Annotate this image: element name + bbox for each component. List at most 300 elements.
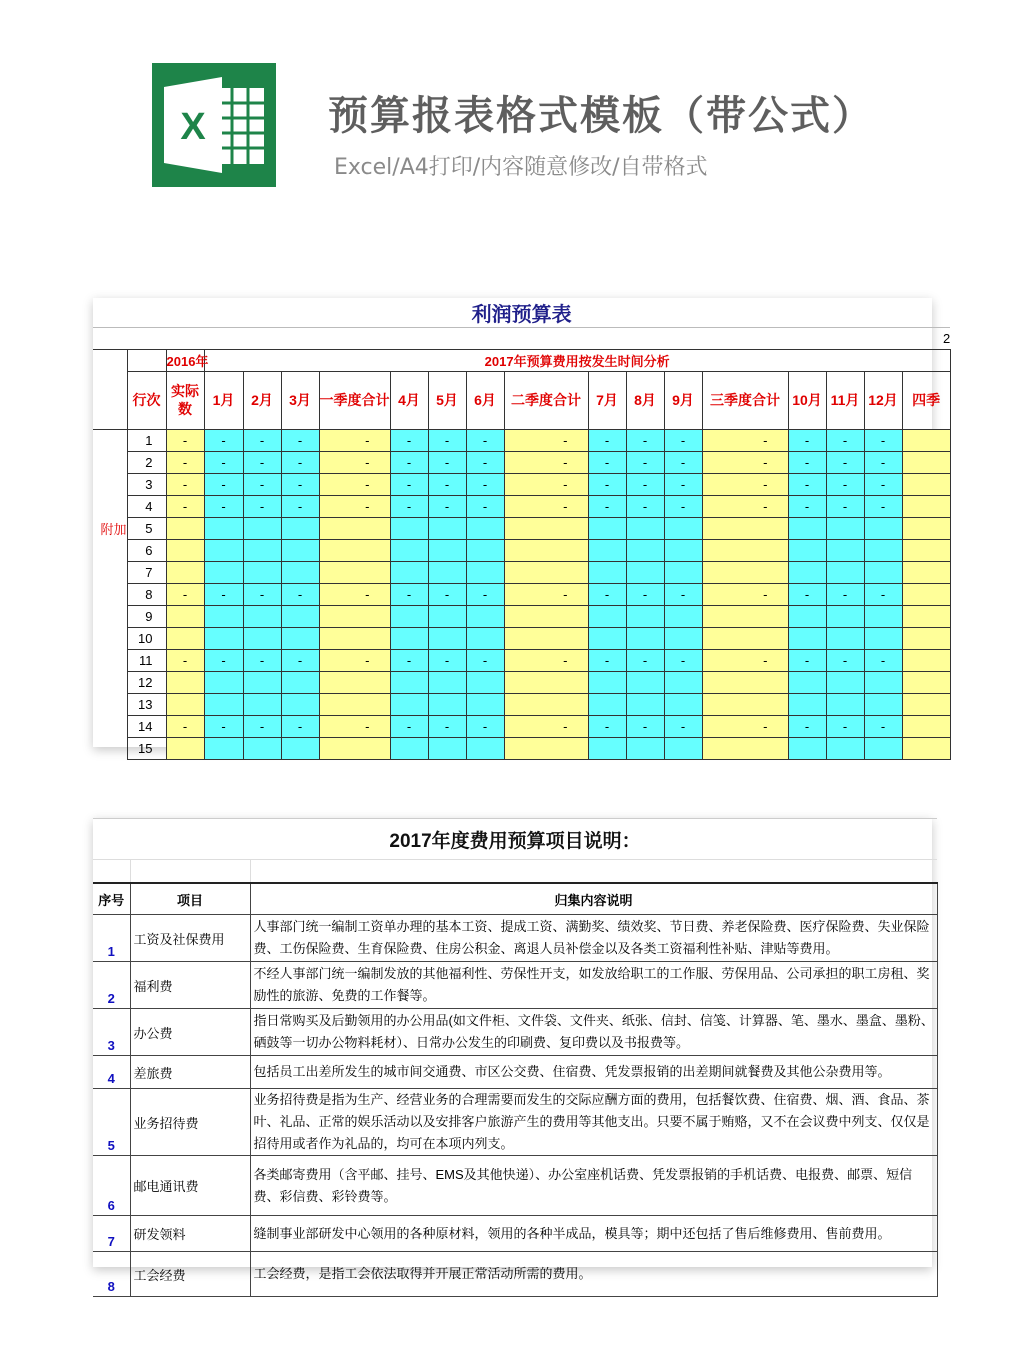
budget-cell[interactable]: - (864, 715, 902, 737)
budget-cell[interactable] (166, 517, 204, 539)
budget-cell[interactable]: - (702, 649, 788, 671)
budget-cell[interactable] (588, 539, 626, 561)
budget-cell[interactable] (664, 539, 702, 561)
budget-cell[interactable] (390, 671, 428, 693)
budget-cell[interactable]: - (588, 451, 626, 473)
budget-cell[interactable] (204, 627, 243, 649)
budget-cell[interactable]: - (788, 429, 826, 451)
budget-cell[interactable]: - (166, 473, 204, 495)
budget-cell[interactable] (166, 737, 204, 759)
budget-cell[interactable] (319, 605, 390, 627)
budget-cell[interactable] (626, 693, 664, 715)
budget-cell[interactable] (281, 671, 319, 693)
budget-cell[interactable]: - (466, 649, 504, 671)
budget-cell[interactable] (428, 517, 466, 539)
budget-cell[interactable]: - (390, 495, 428, 517)
budget-cell[interactable] (390, 693, 428, 715)
budget-cell[interactable]: - (788, 495, 826, 517)
budget-cell[interactable] (626, 737, 664, 759)
budget-cell[interactable] (902, 715, 950, 737)
budget-cell[interactable]: - (204, 495, 243, 517)
expense-row (93, 962, 937, 1009)
budget-cell[interactable]: - (166, 715, 204, 737)
budget-cell[interactable]: - (243, 495, 281, 517)
budget-cell[interactable] (281, 627, 319, 649)
budget-cell[interactable]: - (466, 715, 504, 737)
budget-cell[interactable] (466, 605, 504, 627)
budget-cell[interactable] (902, 627, 950, 649)
budget-cell[interactable] (466, 517, 504, 539)
budget-cell[interactable]: - (864, 495, 902, 517)
budget-cell[interactable] (788, 693, 826, 715)
budget-cell[interactable]: - (390, 715, 428, 737)
budget-cell[interactable]: - (466, 495, 504, 517)
budget-cell[interactable] (466, 561, 504, 583)
budget-cell[interactable] (390, 737, 428, 759)
budget-cell[interactable] (902, 539, 950, 561)
budget-cell[interactable]: - (702, 495, 788, 517)
budget-cell[interactable] (588, 693, 626, 715)
budget-cell[interactable] (466, 671, 504, 693)
expense-item: 办公费 (130, 1009, 250, 1056)
budget-cell[interactable] (902, 561, 950, 583)
budget-cell[interactable] (864, 605, 902, 627)
budget-cell[interactable] (864, 627, 902, 649)
budget-cell[interactable] (664, 627, 702, 649)
budget-cell[interactable] (390, 627, 428, 649)
budget-cell[interactable]: - (243, 583, 281, 605)
table-row (93, 627, 950, 649)
table-row (93, 715, 950, 737)
budget-cell[interactable] (626, 539, 664, 561)
budget-cell[interactable] (204, 693, 243, 715)
budget-cell[interactable]: - (588, 715, 626, 737)
budget-cell[interactable]: - (826, 495, 864, 517)
budget-cell[interactable]: - (864, 429, 902, 451)
budget-cell[interactable]: - (428, 495, 466, 517)
budget-cell[interactable] (504, 539, 588, 561)
budget-cell[interactable] (281, 561, 319, 583)
budget-cell[interactable] (428, 605, 466, 627)
budget-cell[interactable]: - (319, 715, 390, 737)
budget-cell[interactable] (902, 605, 950, 627)
budget-cell[interactable] (588, 517, 626, 539)
budget-cell[interactable] (504, 561, 588, 583)
budget-cell[interactable]: - (702, 473, 788, 495)
budget-cell[interactable] (826, 693, 864, 715)
budget-cell[interactable] (243, 561, 281, 583)
budget-cell[interactable] (428, 539, 466, 561)
budget-cell[interactable] (664, 737, 702, 759)
budget-cell[interactable] (788, 671, 826, 693)
budget-cell[interactable]: - (788, 715, 826, 737)
budget-cell[interactable]: - (243, 649, 281, 671)
expense-description-sheet (93, 818, 934, 1294)
budget-cell[interactable]: - (826, 583, 864, 605)
budget-cell[interactable] (702, 517, 788, 539)
budget-cell[interactable] (281, 539, 319, 561)
budget-cell[interactable] (664, 605, 702, 627)
budget-cell[interactable] (902, 583, 950, 605)
budget-cell[interactable]: - (319, 495, 390, 517)
budget-cell[interactable] (428, 671, 466, 693)
budget-cell[interactable] (702, 671, 788, 693)
budget-cell[interactable]: - (588, 583, 626, 605)
budget-cell[interactable] (864, 539, 902, 561)
budget-cell[interactable] (504, 671, 588, 693)
budget-cell[interactable]: - (243, 429, 281, 451)
excel-logo-icon (152, 63, 276, 187)
col-header: 10月 (788, 372, 826, 430)
budget-cell[interactable] (664, 693, 702, 715)
budget-cell[interactable]: - (428, 473, 466, 495)
budget-cell[interactable] (319, 671, 390, 693)
budget-cell[interactable]: - (826, 715, 864, 737)
budget-cell[interactable] (864, 693, 902, 715)
budget-cell[interactable]: - (390, 473, 428, 495)
budget-cell[interactable] (319, 627, 390, 649)
row-number: 6 (127, 539, 166, 561)
budget-cell[interactable] (319, 561, 390, 583)
budget-cell[interactable]: - (281, 429, 319, 451)
expense-description: 工会经费，是指工会依法取得并开展正常活动所需的费用。 (250, 1252, 937, 1297)
budget-cell[interactable]: - (390, 649, 428, 671)
budget-cell[interactable] (702, 605, 788, 627)
col-header: 二季度合计 (504, 372, 588, 430)
budget-cell[interactable] (864, 671, 902, 693)
budget-cell[interactable] (588, 605, 626, 627)
expense-item: 研发领料 (130, 1216, 250, 1252)
budget-cell[interactable]: - (702, 451, 788, 473)
budget-cell[interactable]: - (281, 451, 319, 473)
budget-cell[interactable]: - (504, 429, 588, 451)
budget-cell[interactable]: - (826, 473, 864, 495)
budget-cell[interactable] (788, 605, 826, 627)
budget-cell[interactable] (826, 671, 864, 693)
budget-cell[interactable]: - (319, 451, 390, 473)
budget-cell[interactable] (390, 605, 428, 627)
budget-cell[interactable]: - (626, 715, 664, 737)
expense-item: 邮电通讯费 (130, 1156, 250, 1216)
budget-cell[interactable] (466, 737, 504, 759)
budget-cell[interactable] (902, 517, 950, 539)
expense-description: 指日常购买及后勤领用的办公用品(如文件柜、文件袋、文件夹、纸张、信封、信笺、计算器、笔、墨水、墨盒、墨粉、硒鼓等一切办公物料耗材）、日常办公发生的印刷费、复印费以及书报费等。 (250, 1009, 937, 1056)
budget-cell[interactable] (166, 605, 204, 627)
expense-index: 5 (93, 1089, 130, 1156)
budget-cell[interactable]: - (390, 451, 428, 473)
budget-cell[interactable]: - (504, 451, 588, 473)
budget-cell[interactable] (281, 517, 319, 539)
budget-cell[interactable] (902, 671, 950, 693)
budget-cell[interactable] (243, 693, 281, 715)
budget-cell[interactable]: - (588, 495, 626, 517)
budget-cell[interactable]: - (504, 583, 588, 605)
budget-cell[interactable]: - (428, 715, 466, 737)
budget-cell[interactable]: - (664, 429, 702, 451)
budget-cell[interactable]: - (166, 583, 204, 605)
budget-cell[interactable]: - (281, 583, 319, 605)
budget-cell[interactable] (588, 561, 626, 583)
budget-cell[interactable] (702, 539, 788, 561)
budget-cell[interactable] (902, 495, 950, 517)
budget-cell[interactable] (864, 561, 902, 583)
budget-cell[interactable]: - (243, 451, 281, 473)
budget-cell[interactable]: - (390, 429, 428, 451)
budget-cell[interactable] (504, 627, 588, 649)
budget-cell[interactable]: - (428, 649, 466, 671)
expense-index: 7 (93, 1216, 130, 1252)
budget-cell[interactable]: - (664, 473, 702, 495)
budget-cell[interactable] (788, 737, 826, 759)
budget-cell[interactable]: - (788, 583, 826, 605)
budget-cell[interactable]: - (864, 451, 902, 473)
budget-cell[interactable] (243, 539, 281, 561)
budget-cell[interactable] (390, 517, 428, 539)
budget-cell[interactable]: - (466, 429, 504, 451)
budget-cell[interactable]: - (788, 451, 826, 473)
budget-cell[interactable] (243, 671, 281, 693)
expense-row (93, 1156, 937, 1216)
budget-cell[interactable]: - (864, 649, 902, 671)
budget-cell[interactable]: - (204, 583, 243, 605)
col-header: 3月 (281, 372, 319, 430)
budget-cell[interactable]: - (788, 473, 826, 495)
budget-cell[interactable] (588, 671, 626, 693)
budget-cell[interactable] (788, 539, 826, 561)
budget-cell[interactable] (166, 627, 204, 649)
table-row (93, 539, 950, 561)
budget-cell[interactable] (864, 737, 902, 759)
budget-cell[interactable]: - (626, 495, 664, 517)
budget-cell[interactable] (243, 737, 281, 759)
expense-row (93, 915, 937, 962)
expense-index: 3 (93, 1009, 130, 1056)
budget-cell[interactable] (902, 429, 950, 451)
budget-cell[interactable] (504, 517, 588, 539)
budget-cell[interactable] (788, 627, 826, 649)
budget-cell[interactable] (826, 539, 864, 561)
budget-cell[interactable] (588, 627, 626, 649)
budget-cell[interactable]: - (428, 451, 466, 473)
budget-cell[interactable]: - (319, 429, 390, 451)
budget-cell[interactable] (788, 517, 826, 539)
budget-cell[interactable] (826, 737, 864, 759)
budget-cell[interactable]: - (428, 583, 466, 605)
budget-cell[interactable] (664, 561, 702, 583)
budget-cell[interactable] (390, 561, 428, 583)
budget-cell[interactable]: - (702, 429, 788, 451)
budget-cell[interactable]: - (281, 715, 319, 737)
budget-cell[interactable]: - (504, 495, 588, 517)
budget-cell[interactable]: - (588, 473, 626, 495)
budget-cell[interactable] (166, 671, 204, 693)
budget-cell[interactable] (281, 737, 319, 759)
budget-cell[interactable] (390, 539, 428, 561)
table-row (93, 649, 950, 671)
budget-cell[interactable] (702, 693, 788, 715)
budget-cell[interactable]: - (826, 451, 864, 473)
budget-cell[interactable] (902, 473, 950, 495)
budget-cell[interactable]: - (319, 583, 390, 605)
budget-cell[interactable]: - (702, 715, 788, 737)
budget-cell[interactable] (702, 737, 788, 759)
budget-cell[interactable] (319, 693, 390, 715)
budget-cell[interactable]: - (281, 649, 319, 671)
expense-item: 差旅费 (130, 1056, 250, 1089)
budget-cell[interactable]: - (166, 649, 204, 671)
budget-cell[interactable] (588, 737, 626, 759)
budget-cell[interactable] (626, 605, 664, 627)
budget-cell[interactable]: - (204, 649, 243, 671)
budget-cell[interactable] (428, 627, 466, 649)
col-header: 6月 (466, 372, 504, 430)
budget-cell[interactable]: - (864, 473, 902, 495)
budget-cell[interactable] (702, 627, 788, 649)
budget-cell[interactable] (204, 539, 243, 561)
header-index: 序号 (93, 883, 130, 915)
budget-cell[interactable] (788, 561, 826, 583)
budget-cell[interactable] (243, 627, 281, 649)
budget-cell[interactable] (504, 737, 588, 759)
budget-cell[interactable] (428, 737, 466, 759)
budget-cell[interactable] (319, 539, 390, 561)
budget-cell[interactable] (902, 693, 950, 715)
row-number: 7 (127, 561, 166, 583)
budget-cell[interactable]: - (204, 451, 243, 473)
expense-row (93, 1252, 937, 1297)
budget-cell[interactable]: - (204, 715, 243, 737)
budget-cell[interactable]: - (466, 583, 504, 605)
expense-description: 各类邮寄费用（含平邮、挂号、EMS及其他快递）、办公室座机话费、凭发票报销的手机话费、电报费、邮票、短信费、彩信费、彩铃费等。 (250, 1156, 937, 1216)
corner-mark: 2 (902, 328, 950, 350)
budget-cell[interactable]: - (664, 451, 702, 473)
budget-cell[interactable]: - (319, 649, 390, 671)
expense-index: 8 (93, 1252, 130, 1297)
budget-cell[interactable] (826, 605, 864, 627)
budget-cell[interactable]: - (826, 429, 864, 451)
budget-cell[interactable] (204, 605, 243, 627)
budget-cell[interactable]: - (243, 715, 281, 737)
expense-description: 不经人事部门统一编制发放的其他福利性、劳保性开支，如发放给职工的工作服、劳保用品、公司承担的职工房租、奖励性的旅游、免费的工作餐等。 (250, 962, 937, 1009)
budget-cell[interactable]: - (428, 429, 466, 451)
budget-cell[interactable] (664, 671, 702, 693)
budget-cell[interactable] (281, 693, 319, 715)
budget-cell[interactable] (466, 627, 504, 649)
table-row (93, 473, 950, 495)
budget-cell[interactable] (664, 517, 702, 539)
budget-cell[interactable] (626, 627, 664, 649)
budget-cell[interactable]: - (664, 649, 702, 671)
budget-cell[interactable]: - (204, 429, 243, 451)
row-number: 4 (127, 495, 166, 517)
budget-cell[interactable]: - (281, 473, 319, 495)
budget-cell[interactable]: - (204, 473, 243, 495)
profit-table-title: 利润预算表 (471, 304, 572, 326)
budget-cell[interactable]: - (166, 451, 204, 473)
header-item: 项目 (130, 883, 250, 915)
budget-cell[interactable]: - (788, 649, 826, 671)
budget-cell[interactable] (864, 517, 902, 539)
budget-cell[interactable]: - (466, 451, 504, 473)
budget-cell[interactable] (243, 517, 281, 539)
budget-cell[interactable] (166, 693, 204, 715)
expense-description: 缝制事业部研发中心领用的各种原材料，领用的各种半成品，模具等；期中还包括了售后维修费用、售前费用。 (250, 1216, 937, 1252)
budget-cell[interactable]: - (626, 649, 664, 671)
budget-cell[interactable] (902, 451, 950, 473)
budget-cell[interactable]: - (588, 429, 626, 451)
expense-item: 福利费 (130, 962, 250, 1009)
budget-cell[interactable] (626, 561, 664, 583)
budget-cell[interactable] (166, 539, 204, 561)
budget-cell[interactable]: - (504, 715, 588, 737)
col-header: 一季度合计 (319, 372, 390, 430)
expense-description-table (93, 818, 938, 1297)
budget-cell[interactable]: - (466, 473, 504, 495)
budget-cell[interactable] (826, 627, 864, 649)
budget-cell[interactable] (826, 517, 864, 539)
budget-cell[interactable] (204, 517, 243, 539)
budget-cell[interactable] (319, 737, 390, 759)
budget-cell[interactable] (204, 737, 243, 759)
budget-cell[interactable] (204, 671, 243, 693)
budget-cell[interactable]: - (319, 473, 390, 495)
row-number: 8 (127, 583, 166, 605)
budget-cell[interactable]: - (166, 495, 204, 517)
budget-cell[interactable] (466, 539, 504, 561)
budget-cell[interactable] (166, 561, 204, 583)
budget-cell[interactable] (281, 605, 319, 627)
budget-cell[interactable]: - (664, 583, 702, 605)
budget-cell[interactable]: - (664, 495, 702, 517)
budget-cell[interactable] (428, 693, 466, 715)
budget-cell[interactable] (428, 561, 466, 583)
budget-cell[interactable]: - (626, 473, 664, 495)
budget-cell[interactable] (504, 605, 588, 627)
page-title: 预算报表格式模板（带公式） (328, 93, 874, 139)
budget-cell[interactable] (826, 561, 864, 583)
budget-cell[interactable]: - (588, 649, 626, 671)
budget-cell[interactable]: - (504, 649, 588, 671)
budget-cell[interactable]: - (664, 715, 702, 737)
budget-cell[interactable]: - (626, 583, 664, 605)
budget-cell[interactable]: - (504, 473, 588, 495)
budget-cell[interactable]: - (166, 429, 204, 451)
budget-cell[interactable] (204, 561, 243, 583)
budget-cell[interactable]: - (243, 473, 281, 495)
budget-cell[interactable] (902, 737, 950, 759)
budget-cell[interactable]: - (702, 583, 788, 605)
budget-cell[interactable] (243, 605, 281, 627)
year-2017-header: 2017年预算费用按发生时间分析 (204, 350, 950, 372)
budget-cell[interactable]: - (826, 649, 864, 671)
budget-cell[interactable]: - (281, 495, 319, 517)
budget-cell[interactable] (626, 517, 664, 539)
row-number: 14 (127, 715, 166, 737)
budget-cell[interactable]: - (390, 583, 428, 605)
budget-cell[interactable] (702, 561, 788, 583)
budget-cell[interactable] (626, 671, 664, 693)
col-header: 四季 (902, 372, 950, 430)
budget-cell[interactable] (466, 693, 504, 715)
budget-cell[interactable] (504, 693, 588, 715)
col-header: 8月 (626, 372, 664, 430)
expense-row (93, 1056, 937, 1089)
budget-cell[interactable] (902, 649, 950, 671)
budget-cell[interactable]: - (626, 451, 664, 473)
budget-cell[interactable] (319, 517, 390, 539)
budget-cell[interactable]: - (626, 429, 664, 451)
budget-cell[interactable]: - (864, 583, 902, 605)
